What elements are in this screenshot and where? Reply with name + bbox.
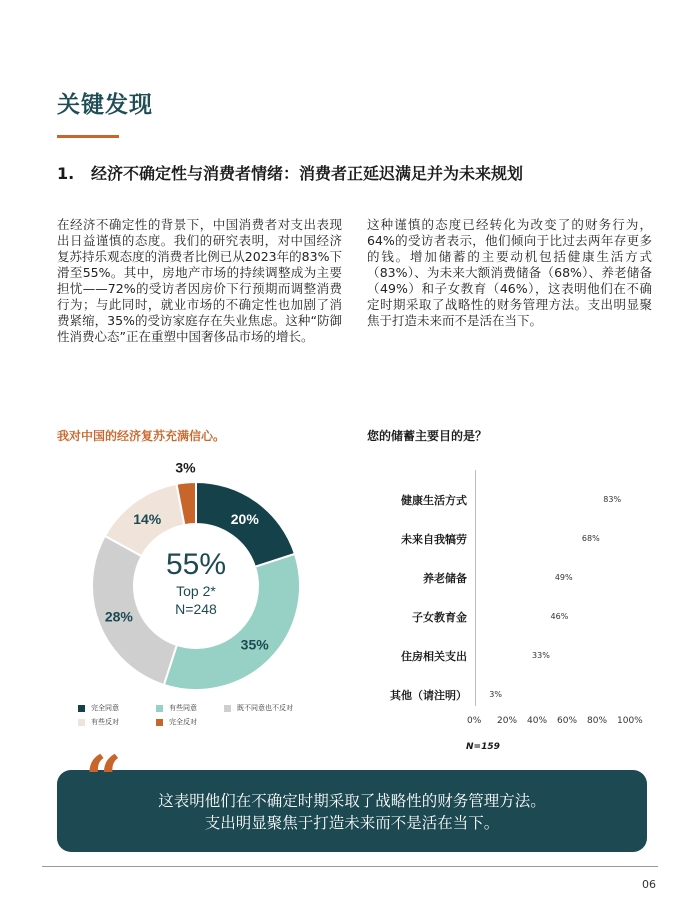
legend-swatch xyxy=(224,705,231,712)
legend-item xyxy=(156,703,197,713)
quote-text xyxy=(57,790,647,834)
footer-divider xyxy=(42,866,658,867)
bar-x-tick: 100% xyxy=(617,716,643,726)
bar-category-label: 子女教育金 xyxy=(412,611,467,624)
legend-item xyxy=(224,703,293,713)
legend-label: 既不同意也不反对 xyxy=(237,704,293,712)
bar-category-label: 其他（请注明） xyxy=(390,689,467,702)
bar-category-label: 住房相关支出 xyxy=(401,650,467,663)
quote-line-2: 支出明显聚焦于打造未来而不是活在当下。 xyxy=(204,814,500,832)
donut-center-line2: N=248 xyxy=(175,601,217,617)
legend-label: 完全同意 xyxy=(91,704,119,712)
section-heading-text: 经济不确定性与消费者情绪：消费者正延迟满足并为未来规划 xyxy=(91,164,524,183)
donut-slice-label: 20% xyxy=(230,510,259,527)
bar-category-label: 养老储备 xyxy=(423,572,467,585)
bar-chart xyxy=(360,470,660,760)
page-number: 06 xyxy=(642,878,656,891)
bar-x-tick: 80% xyxy=(587,716,608,726)
section-heading xyxy=(57,161,523,184)
page-title: 关键发现 xyxy=(57,92,153,118)
section-number: 1. xyxy=(57,164,75,183)
bar-value-label: 83% xyxy=(603,495,622,504)
legend-swatch xyxy=(78,705,85,712)
legend-item xyxy=(78,703,119,713)
legend-label: 有些反对 xyxy=(91,718,119,726)
donut-center-line1: Top 2* xyxy=(176,583,216,599)
bar-value-label: 3% xyxy=(489,690,502,699)
donut-chart-title: 我对中国的经济复苏充满信心。 xyxy=(57,429,226,443)
legend-item xyxy=(78,717,119,727)
bar-chart-title: 您的储蓄主要目的是？ xyxy=(367,429,488,443)
donut-chart xyxy=(90,459,302,692)
bar-x-tick: 0% xyxy=(467,716,482,726)
bar-value-label: 33% xyxy=(532,651,550,660)
bar-x-tick: 40% xyxy=(527,716,548,726)
bar-chart-n-label: N=159 xyxy=(466,742,500,752)
legend-swatch xyxy=(78,719,85,726)
donut-slice-label: 28% xyxy=(104,608,133,625)
paragraph-right: 这种谨慎的态度已经转化为改变了的财务行为，64%的受访者表示，他们倾向于比过去两年存更多的钱。增加储蓄的主要动机包括健康生活方式（83%）、为未来大额消费储备（68%）、养老储备（49%）和子女教育（46%），这表明他们在不确定时期采取了战略性的财务管理方法。支出明显聚焦于打造未来而不是活在当下。 xyxy=(367,217,652,328)
bar-chart-axis xyxy=(475,470,476,706)
legend-swatch xyxy=(156,705,163,712)
quote-mark-icon: “ xyxy=(85,742,122,817)
legend-swatch xyxy=(156,719,163,726)
bar-x-tick: 60% xyxy=(557,716,578,726)
bar-value-label: 49% xyxy=(554,573,573,582)
donut-slice-label: 3% xyxy=(175,459,196,476)
bar-value-label: 46% xyxy=(550,612,569,621)
bar-category-label: 健康生活方式 xyxy=(401,494,467,507)
legend-label: 有些同意 xyxy=(169,704,197,712)
bar-value-label: 68% xyxy=(581,534,600,543)
bar-x-tick: 20% xyxy=(497,716,518,726)
bar-category-label: 未来自我犒劳 xyxy=(401,533,467,546)
title-underline xyxy=(57,135,119,138)
paragraph-left: 在经济不确定性的背景下，中国消费者对支出表现出日益谨慎的态度。我们的研究表明，对中国经济复苏持乐观态度的消费者比例已从2023年的83%下滑至55%。其中，房地产市场的持续调整成为主要担忧——72%的受访者因房价下行预期而调整消费行为；与此同时，就业市场的不确定性也加剧了消费紧缩，35%的受访家庭存在失业焦虑。这种“防御性消费心态”正在重塑中国奢侈品市场的增长。 xyxy=(57,217,342,344)
donut-slice-label: 35% xyxy=(240,636,269,653)
legend-item xyxy=(156,717,197,727)
quote-line-1: 这表明他们在不确定时期采取了战略性的财务管理方法。 xyxy=(158,792,546,810)
donut-slice-label: 14% xyxy=(133,510,162,527)
legend-label: 完全反对 xyxy=(169,718,197,726)
donut-center-value: 55% xyxy=(165,548,227,581)
